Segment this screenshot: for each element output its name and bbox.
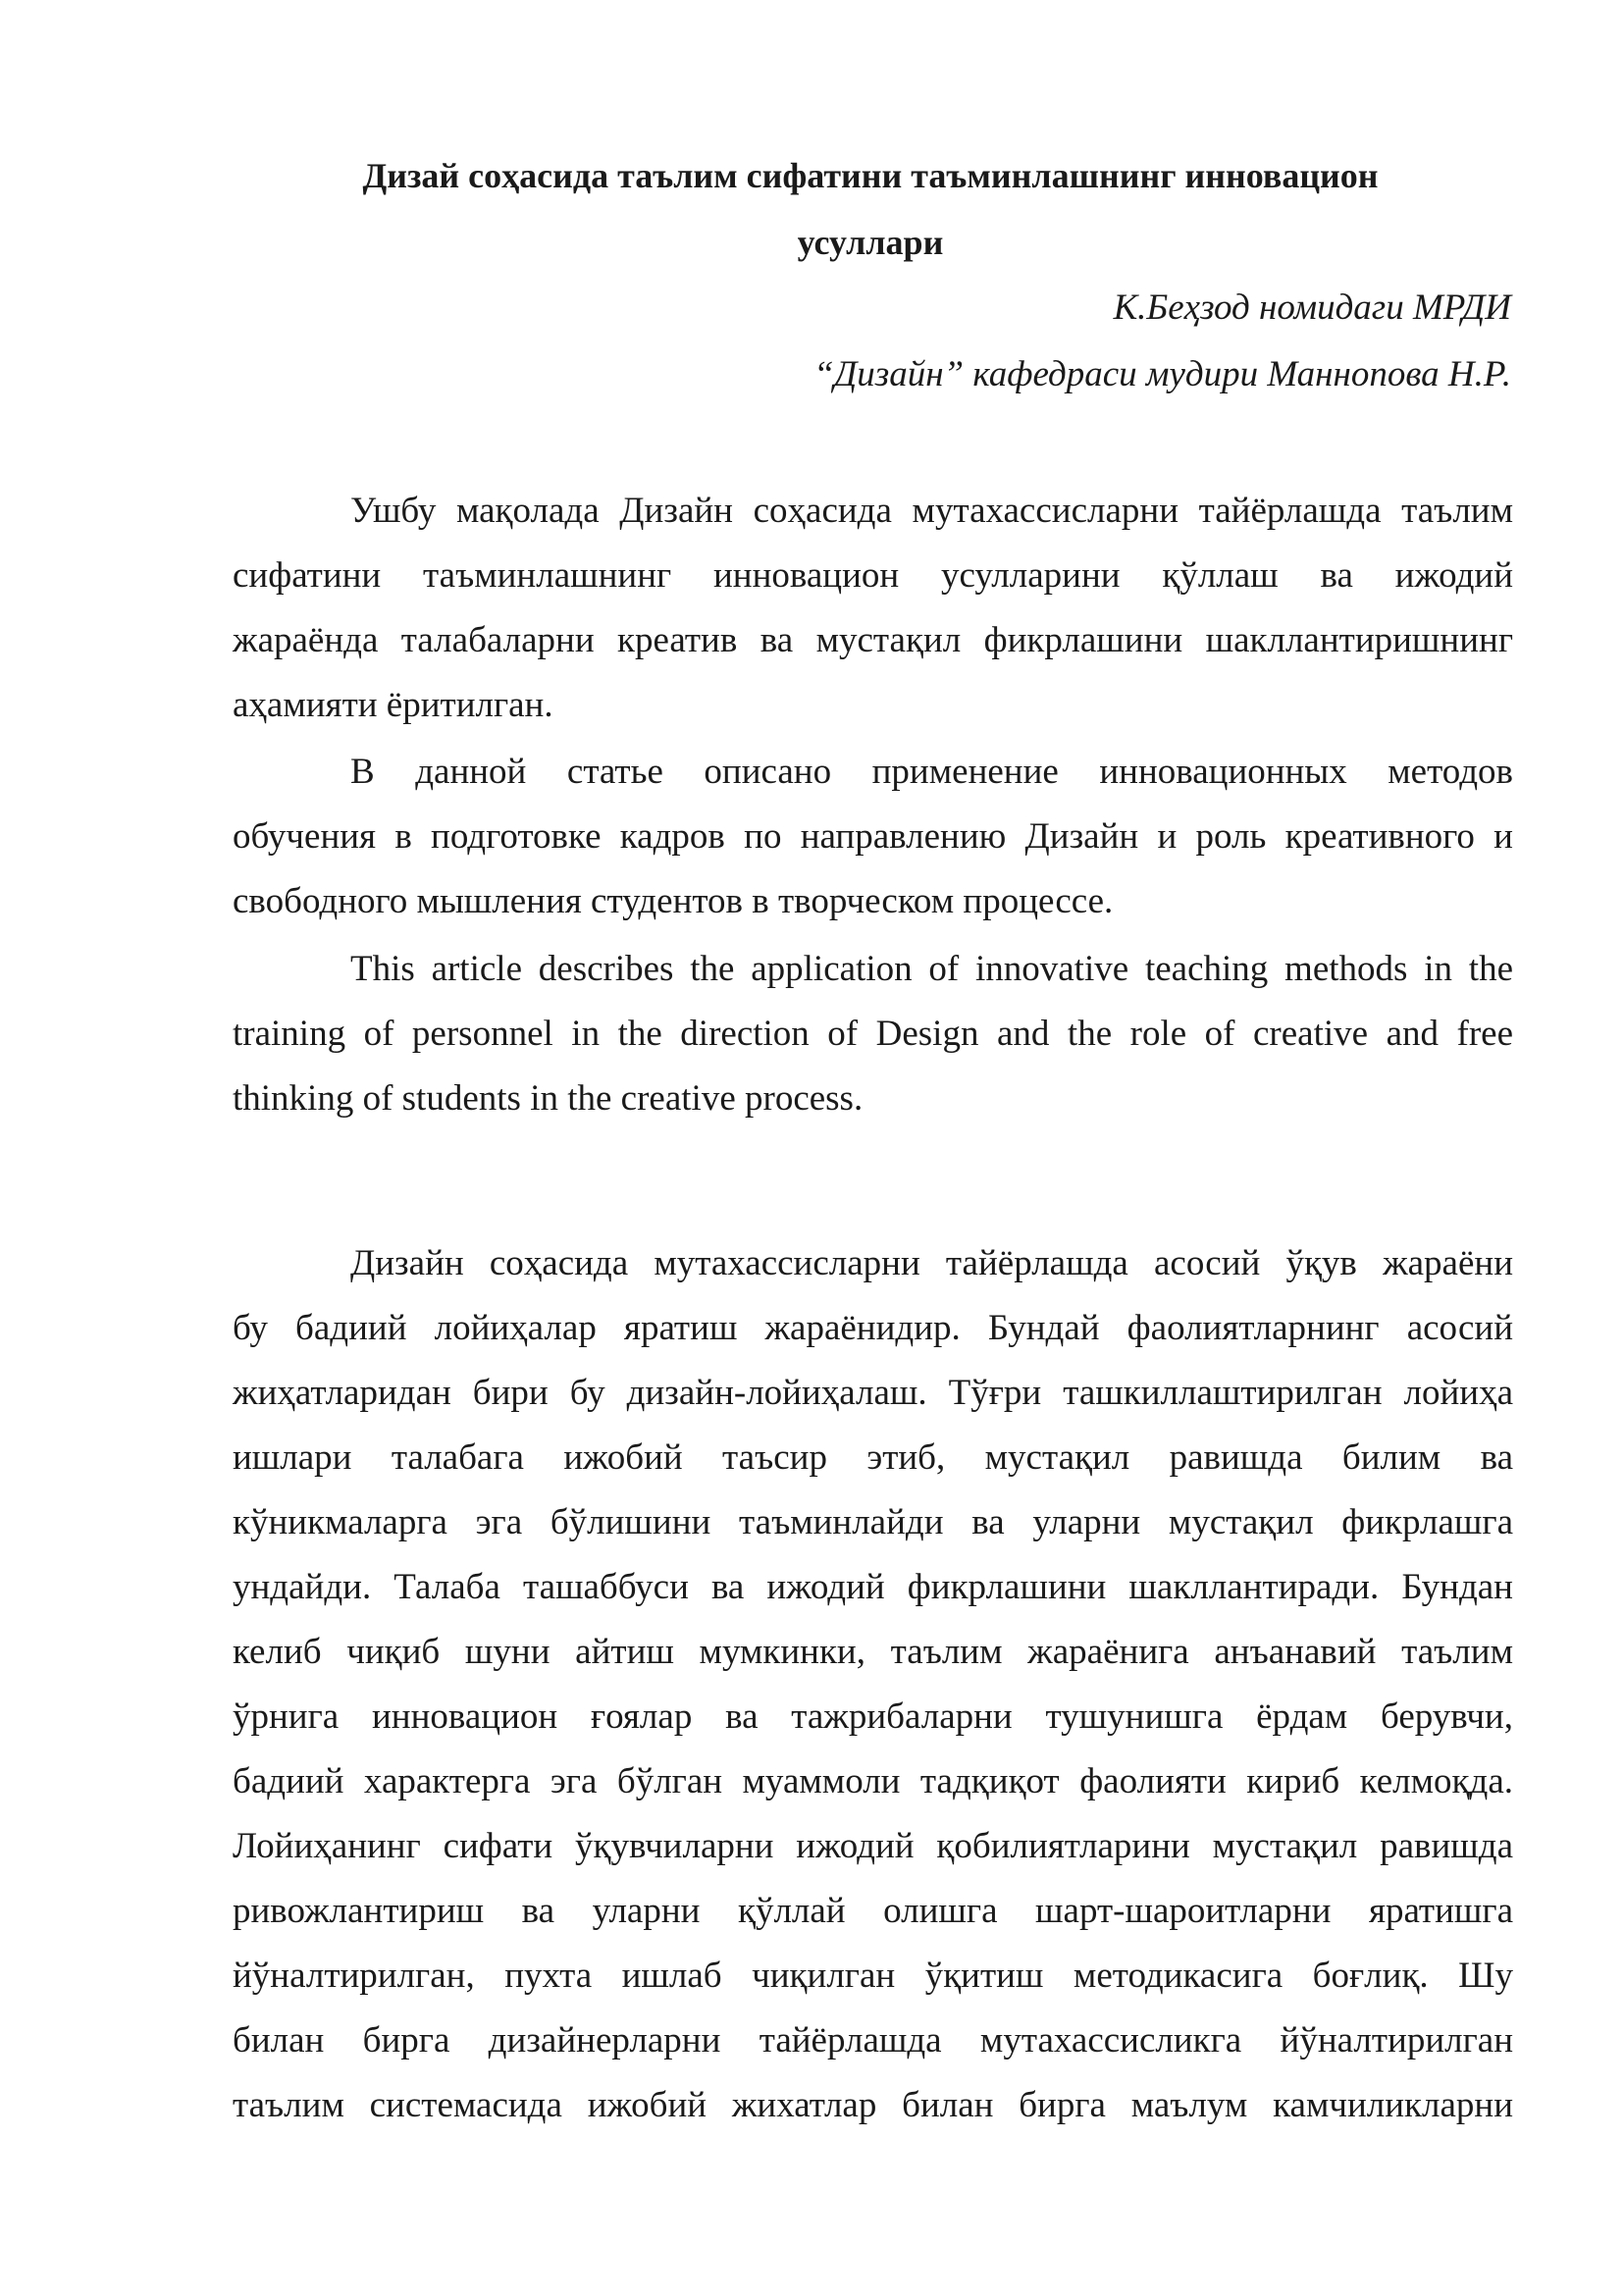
abstract-russian [233,740,1513,934]
text-line: Лойиҳанинг сифати ўқувчиларни ижодий қобилиятларини мустақил равишда [233,1826,1513,1866]
text-line: жараёнда талабаларни креатив ва мустақил фикрлашини шакллантиришнинг [233,620,1513,660]
text-line: бадиий характерга эга бўлган муаммоли тадқиқот фаолияти кириб келмоқда. [233,1761,1513,1801]
abstract-english [233,937,1513,1131]
document-title [233,142,1508,276]
text-line: ишлари талабага ижобий таъсир этиб, мустақил равишда билим ва [233,1437,1513,1478]
text-line: В данной статье описано применение инновационных методов [350,752,1513,792]
body-paragraph [233,1231,1513,2138]
text-line: ундайди. Талаба ташаббуси ва ижодий фикрлашини шакллантиради. Бундан [233,1567,1513,1607]
text-line: бу бадиий лойиҳалар яратиш жараёнидир. Бундай фаолиятларнинг асосий [233,1308,1513,1348]
text-line: ўрнига инновацион ғоялар ва тажрибаларни тушунишга ёрдам берувчи, [233,1696,1513,1737]
text-line: таълим системасида ижобий жихатлар билан бирга маълум камчиликларни [233,2085,1513,2125]
text-line: кўникмаларга эга бўлишини таъминлайди ва уларни мустақил фикрлашга [233,1502,1513,1542]
text-line: Ушбу мақолада Дизайн соҳасида мутахассисларни тайёрлашда таълим [350,491,1513,531]
text-line: обучения в подготовке кадров по направлению Дизайн и роль креативного и [233,816,1513,857]
title-line-1: Дизай соҳасида таълим сифатини таъминлашнинг инновацион [362,156,1379,195]
text-line: ривожлантириш ва уларни қўллай олишга шарт-шароитларни яратишга [233,1891,1513,1931]
text-line: жиҳатларидан бири бу дизайн-лойиҳалаш. Тўғри ташкиллаштирилган лойиҳа [233,1373,1513,1413]
text-line: билан бирга дизайнерларни тайёрлашда мутахассисликга йўналтирилган [233,2020,1513,2061]
text-line: йўналтирилган, пухта ишлаб чиқилган ўқитиш методикасига боғлиқ. Шу [233,1956,1513,1996]
text-line: аҳамияти ёритилган. [233,685,553,725]
abstract-uzbek [233,479,1513,738]
text-line: Дизайн соҳасида мутахассисларни тайёрлашда асосий ўқув жараёни [350,1243,1513,1283]
text-line: thinking of students in the creative process. [233,1078,864,1119]
text-line: This article describes the application of innovative teaching methods in the [350,949,1513,989]
affiliation-institute: К.Беҳзод номидаги МРДИ [1113,287,1511,328]
title-line-2: усуллари [797,223,944,262]
text-line: training of personnel in the direction of Design and the role of creative and free [233,1014,1513,1054]
text-line: келиб чиқиб шуни айтиш мумкинки, таълим жараёнига анъанавий таълим [233,1632,1513,1672]
text-line: свободного мышления студентов в творческом процессе. [233,881,1114,921]
affiliation-author: “Дизайн” кафедраси мудири Маннопова Н.Р. [813,354,1511,394]
text-line: сифатини таъминлашнинг инновацион усулларини қўллаш ва ижодий [233,555,1513,596]
